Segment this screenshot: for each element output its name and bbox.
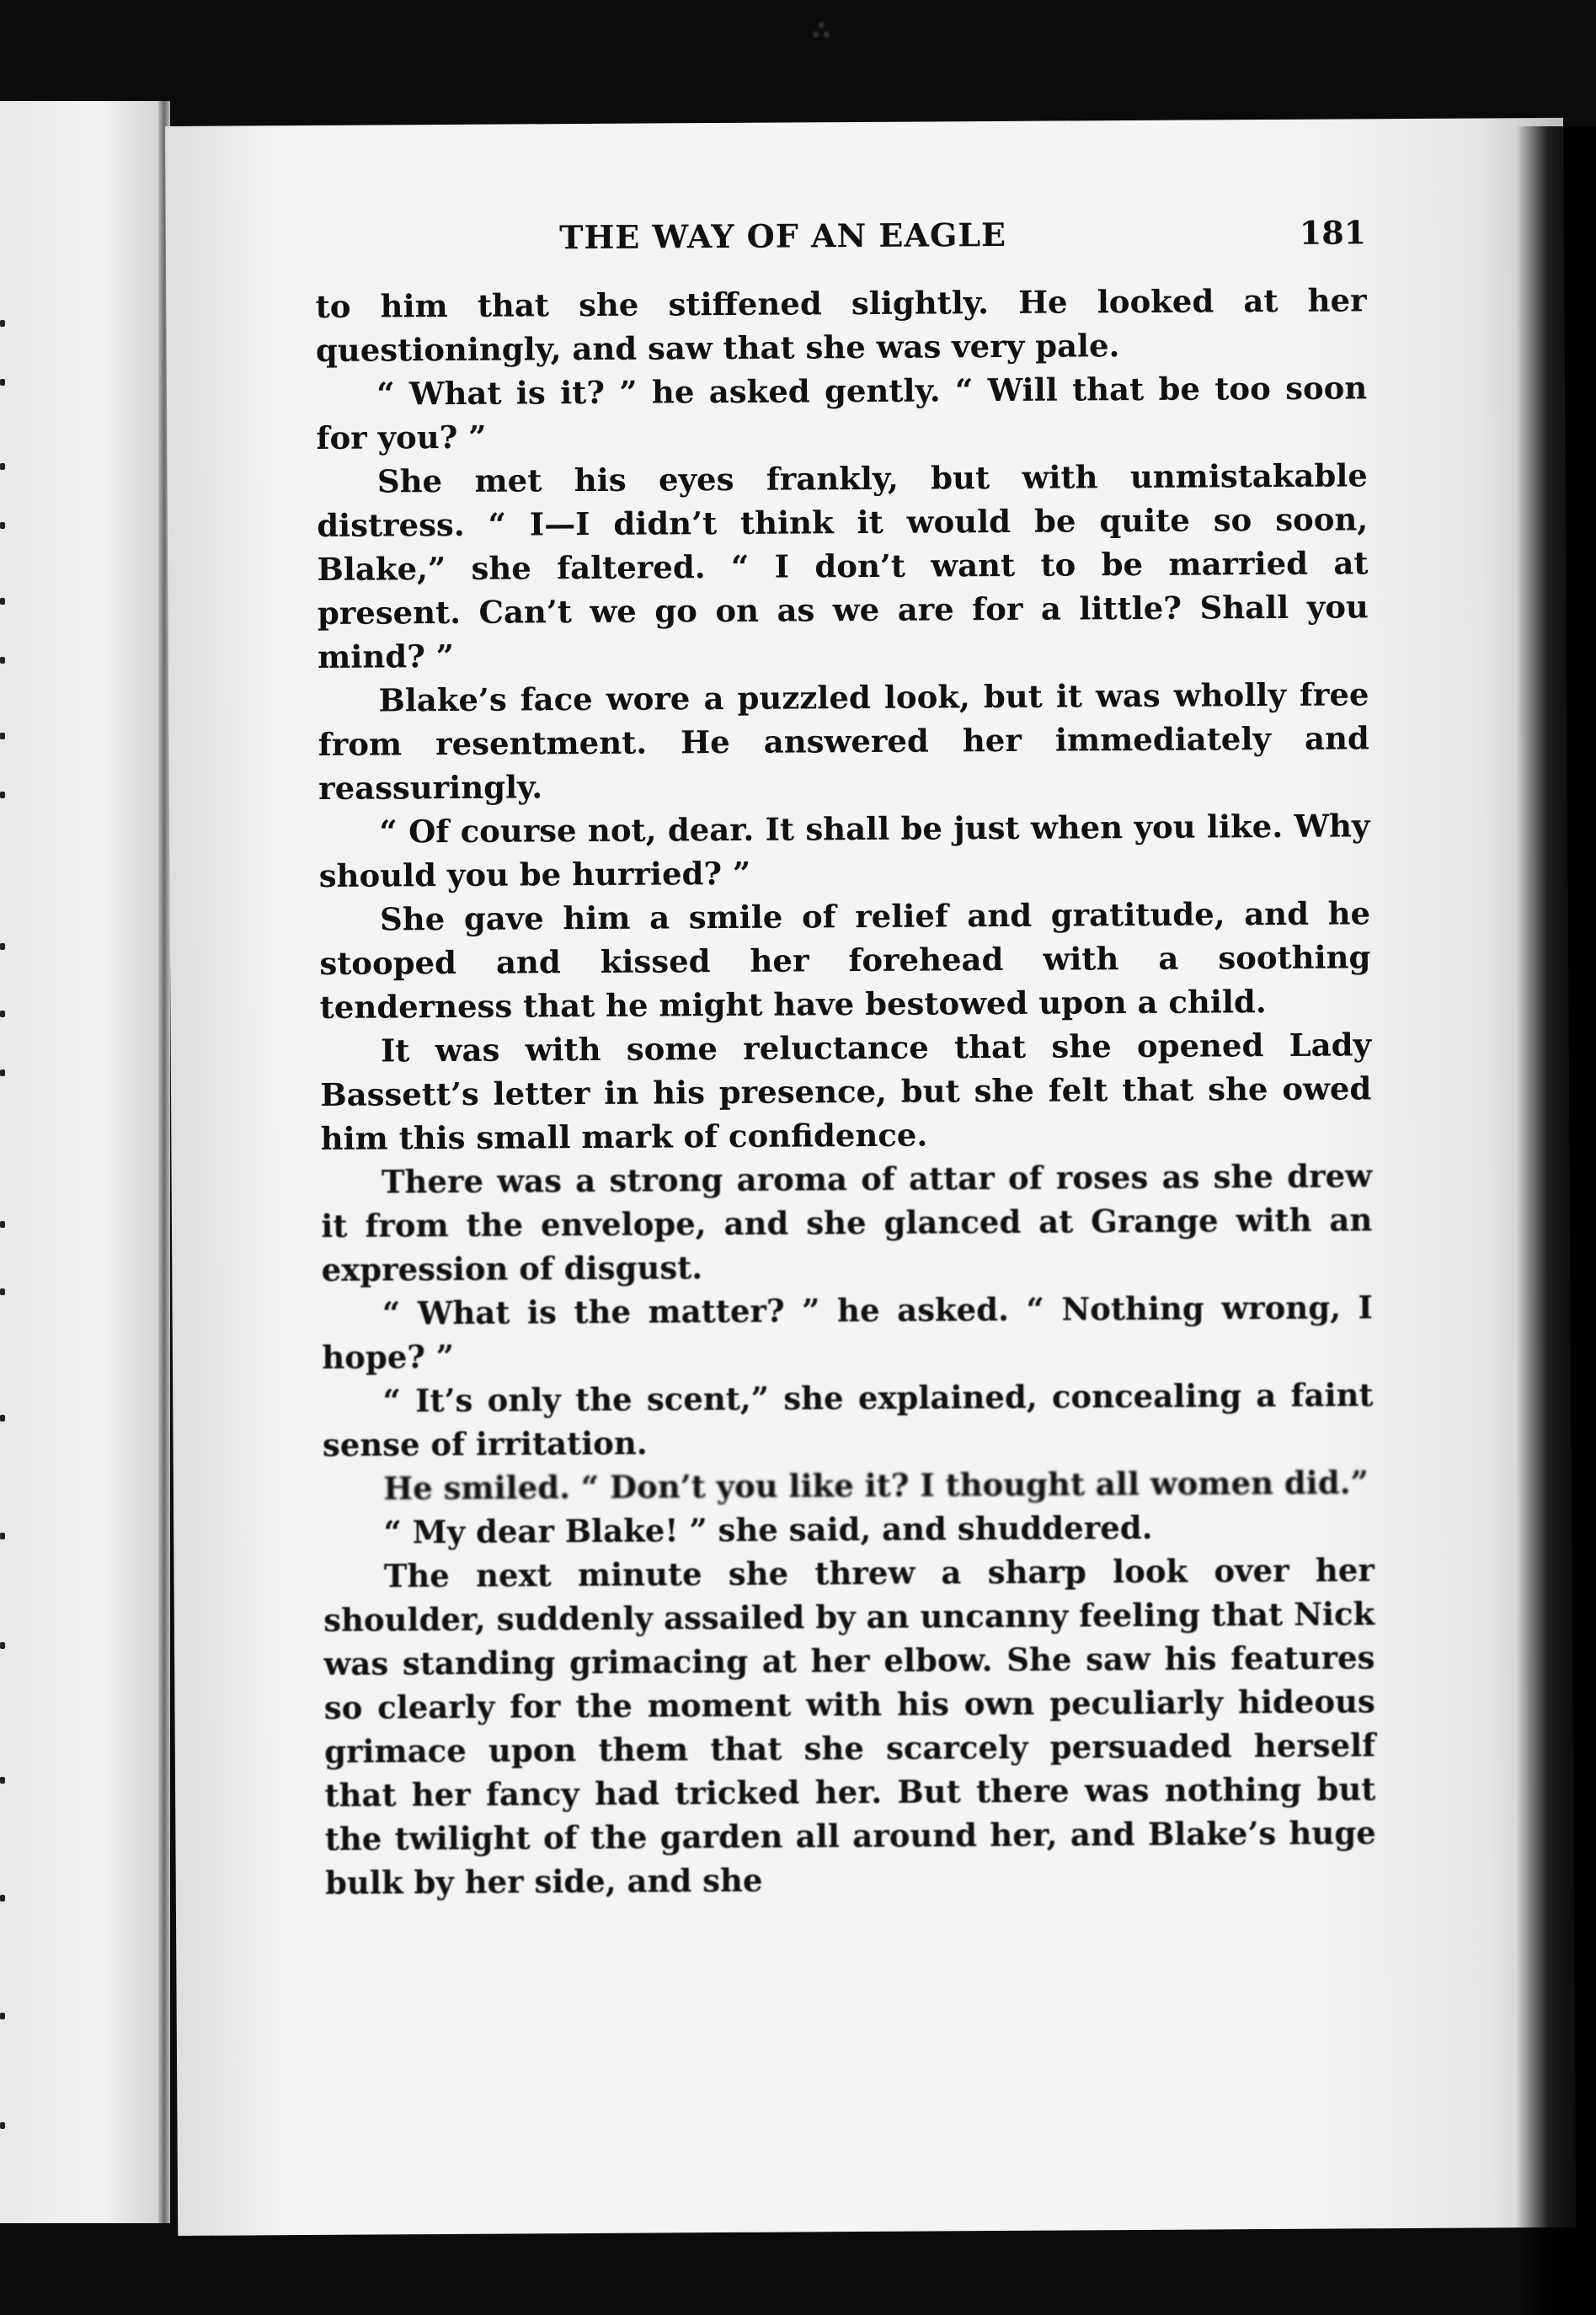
page-text-block [315,211,1376,1905]
edge-mark [0,598,5,605]
running-head [315,211,1366,261]
paragraph: It was with some reluctance that she opened Lady Bassett’s letter in his presence, but she felt that she owed him this small mark of confidence. [320,1026,1372,1157]
paragraph: “ My dear Blake! ” she said, and shuddered. [383,1508,1153,1551]
edge-mark [0,657,5,664]
paragraph: “ What is it? ” he asked gently. “ Will that be too soon for you? ” [316,369,1368,456]
paragraph: She gave him a smile of relief and gratitude, and he stooped and kissed her forehead with a soothing tenderness that he might have bestowed upon a child. [319,894,1371,1026]
edge-mark [0,1069,5,1076]
running-title: THE WAY OF AN EAGLE [559,215,1007,257]
edge-mark [0,1777,5,1784]
edge-mark [0,733,5,739]
paragraph: She met his eyes frankly, but with unmistakable distress. “ I—I didn’t think it would be quite so soon, Blake,” she faltered. “ I don’t want to be married at present. Can’t we go on as we are for a little? Shall you mind? ” [317,456,1369,675]
paragraph: “ What is the matter? ” he asked. “ Nothing wrong, I hope? ” [322,1288,1374,1376]
edge-mark [0,1288,5,1295]
paragraph: “ Of course not, dear. It shall be just when you like. Why should you be hurried? ” [318,807,1370,894]
paragraph: He smiled. “ Don’t you like it? I thought all women did.” [383,1464,1369,1507]
edge-mark [0,379,5,386]
edge-mark [0,522,5,529]
edge-mark [0,2122,5,2129]
page-edge-shadow [1516,126,1596,2315]
edge-mark [0,943,5,950]
edge-mark [0,463,5,470]
edge-mark [0,1642,5,1649]
paragraph: The next minute she threw a sharp look over her shoulder, suddenly assailed by an uncanny feeling that Nick was standing grimacing at her elbow. She saw his features so clearly for the moment with his own peculiarly hideous grimace upon them that she scarcely persuaded herself that her fancy had tricked her. But there was nothing but the twilight of the garden all around her, and Blake’s huge bulk by her side, and she [323,1551,1376,1902]
edge-mark [0,792,5,798]
paragraph: “ It’s only the scent,” she explained, concealing a faint sense of irritation. [322,1376,1374,1464]
left-page-edge [0,101,168,2223]
paragraph: There was a strong aroma of attar of roses as she drew it from the envelope, and she glanced at Grange with an expression of disgust. [321,1157,1373,1288]
edge-mark [0,1415,5,1422]
page-number: 181 [1299,213,1367,252]
paragraph: to him that she stiffened slightly. He looked at her questioningly, and saw that she was very pale. [315,281,1367,369]
edge-mark [0,1533,5,1539]
paragraph: Blake’s face wore a puzzled look, but it was wholly free from resentment. He answered her immediately and reassuringly. [318,675,1369,807]
edge-mark [0,2013,5,2019]
edge-mark [0,1011,5,1017]
edge-mark [0,1895,5,1902]
edge-mark [0,1221,5,1228]
edge-mark [0,320,5,327]
scan-smudge: ∴ [813,16,830,45]
